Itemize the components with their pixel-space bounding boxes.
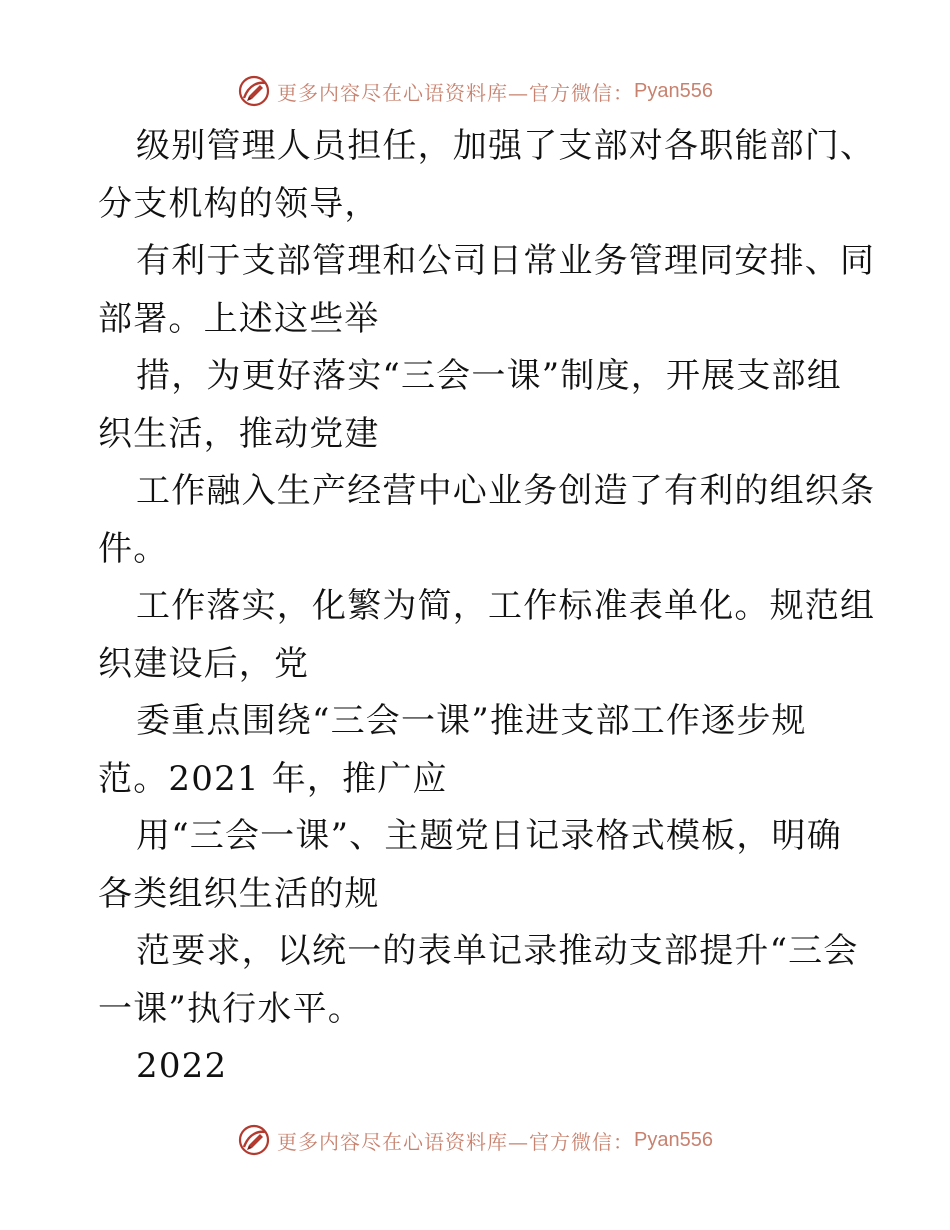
watermark-wechat-id: Pyan556 bbox=[634, 1128, 713, 1151]
paragraph bbox=[98, 808, 858, 923]
text-line: 用“三会一课”、主题党日记录格式模板，明确 bbox=[136, 816, 842, 856]
paragraph bbox=[98, 693, 858, 808]
text-line: 范要求，以统一的表单记录推动支部提升“三会 bbox=[136, 931, 859, 971]
paragraph bbox=[98, 463, 876, 578]
text-line: 部署。上述这些举 bbox=[98, 298, 380, 339]
watermark-wechat-id: Pyan556 bbox=[634, 79, 713, 102]
text-line: 措，为更好落实“三会一课”制度，开展支部组 bbox=[136, 356, 842, 396]
document-body bbox=[98, 118, 876, 1096]
paragraph bbox=[98, 1038, 858, 1096]
paragraph bbox=[98, 118, 876, 233]
watermark-text: 更多内容尽在心语资料库—官方微信： bbox=[277, 1129, 635, 1154]
text-line: 工作融入生产经营中心业务创造了有利的组织条 bbox=[136, 471, 876, 511]
text-line: 件。 bbox=[98, 528, 169, 569]
footer-watermark bbox=[0, 1122, 950, 1158]
header-watermark bbox=[0, 73, 950, 109]
text-line: 有利于支部管理和公司日常业务管理同安排、同 bbox=[136, 241, 876, 281]
text-line: 各类组织生活的规 bbox=[98, 873, 380, 914]
pen-logo-icon bbox=[237, 74, 271, 108]
text-line: 一课”执行水平。 bbox=[98, 988, 363, 1029]
text-line: 织生活，推动党建 bbox=[98, 413, 380, 454]
text-line: 委重点围绕“三会一课”推进支部工作逐步规 bbox=[136, 701, 807, 741]
text-line: 范。2021 年，推广应 bbox=[98, 758, 448, 799]
paragraph bbox=[98, 233, 876, 348]
pen-logo-icon bbox=[237, 1123, 271, 1157]
text-line: 级别管理人员担任，加强了支部对各职能部门、 bbox=[136, 126, 876, 166]
text-line: 分支机构的领导， bbox=[98, 183, 380, 224]
text-line: 2022 bbox=[136, 1046, 228, 1086]
paragraph bbox=[98, 578, 876, 693]
text-line: 织建设后，党 bbox=[98, 643, 310, 684]
watermark-text: 更多内容尽在心语资料库—官方微信： bbox=[277, 80, 635, 105]
text-line: 工作落实，化繁为简，工作标准表单化。规范组 bbox=[136, 586, 876, 626]
paragraph bbox=[98, 923, 858, 1038]
paragraph bbox=[98, 348, 858, 463]
